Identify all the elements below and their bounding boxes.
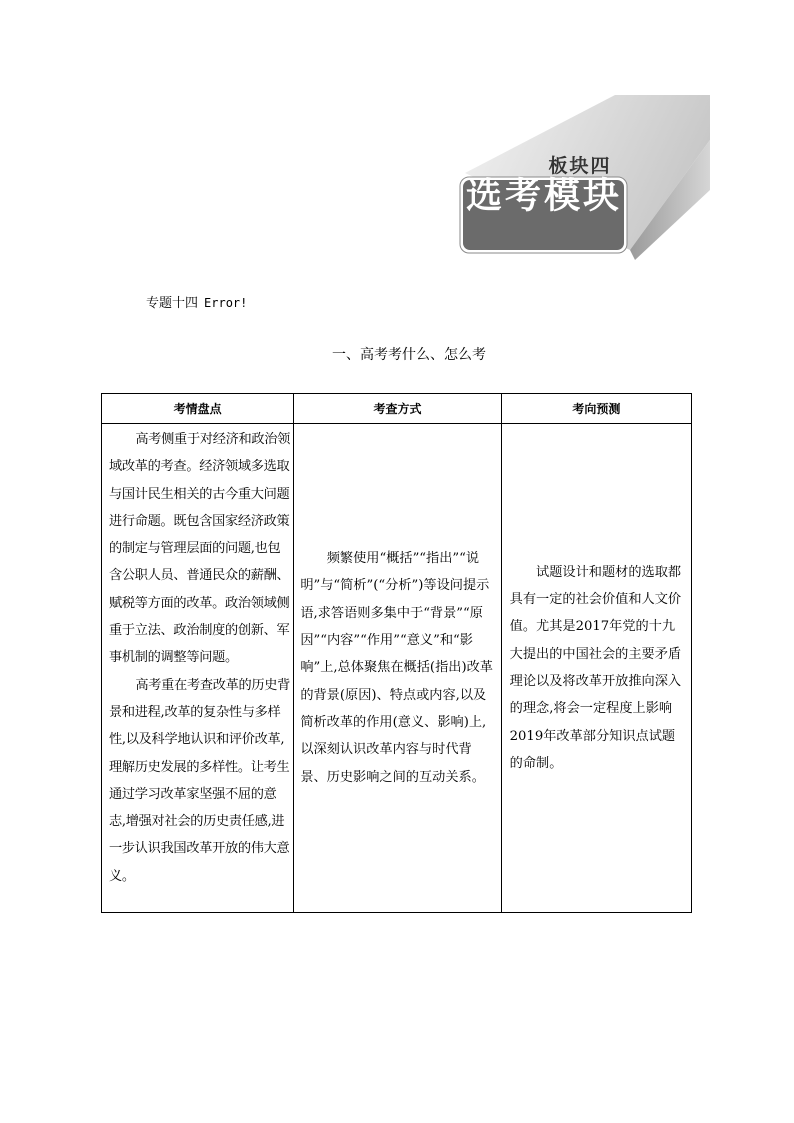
exam-forecast-cell bbox=[501, 424, 691, 913]
header-cell: 考查方式 bbox=[294, 394, 501, 424]
header-cell: 考情盘点 bbox=[102, 394, 294, 424]
table-header-row bbox=[102, 394, 692, 424]
topic-label: 专题十四 bbox=[146, 296, 199, 311]
module-banner bbox=[455, 95, 710, 260]
exam-analysis-table bbox=[101, 393, 692, 913]
section-title: 一、高考考什么、怎么考 bbox=[332, 347, 486, 363]
table-row bbox=[102, 424, 692, 913]
banner-subtitle: 板块四 bbox=[548, 155, 612, 177]
paragraph: 试题设计和题材的选取都具有一定的社会价值和人文价值。尤其是2017年党的十九大提出的中国社会的主要矛盾理论以及将改革开放推向深入的理念,将会一定程度上影响2019年改革部分知识点试题的命制。 bbox=[509, 564, 682, 771]
exam-method-cell bbox=[294, 424, 501, 913]
topic-heading bbox=[146, 292, 247, 311]
topic-error: Error! bbox=[204, 296, 248, 310]
paragraph: 高考侧重于对经济和政治领域改革的考查。经济领域多选取与国计民生相关的古今重大问题进行命题。既包含国家经济政策的制定与管理层面的问题,也包含公职人员、普通民众的薪酬、赋税等方面的改革。政治领域侧重于立法、政治制度的创新、军事机制的调整等问题。 bbox=[109, 432, 291, 666]
header-cell: 考向预测 bbox=[501, 394, 691, 424]
banner-title: 选考模块 bbox=[465, 175, 622, 217]
paragraph: 高考重在考查改革的历史背景和进程,改革的复杂性与多样性,以及科学地认识和评价改革,理解历史发展的多样性。让考生通过学习改革家坚强不屈的意志,增强对社会的历史责任感,进一步认识我国改革开放的伟大意义。 bbox=[109, 677, 291, 884]
exam-overview-cell bbox=[102, 424, 294, 913]
paragraph: 频繁使用“概括”“指出”“说明”与“简析”(“分析”)等设问提示语,求答语则多集中于“背景”“原因”“内容”“作用”“意义”和“影响”上,总体聚焦在概括(指出)改革的背景(原因)、特点或内容,以及简析改革的作用(意义、影响)上,以深刻认识改革内容与时代背景、历史影响之间的互动关系。 bbox=[300, 551, 493, 785]
